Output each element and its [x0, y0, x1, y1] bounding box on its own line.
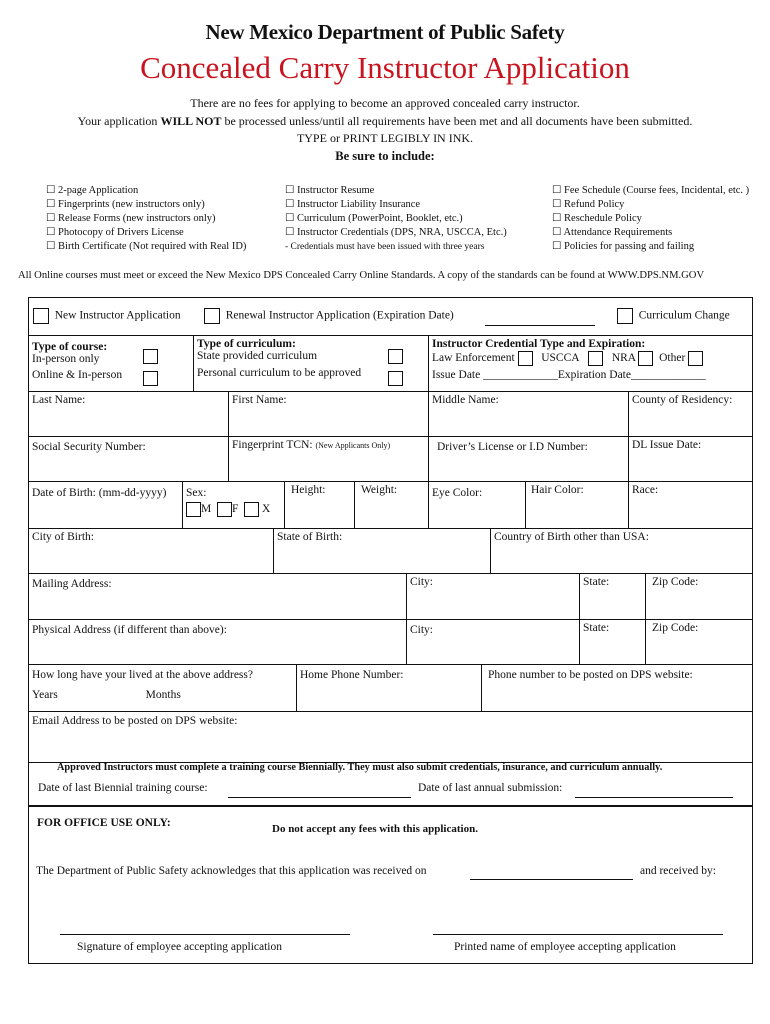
new-application-checkbox[interactable] — [33, 308, 49, 324]
nra-checkbox[interactable] — [638, 351, 653, 366]
middle-name-field[interactable]: Middle Name: — [428, 391, 629, 437]
county-field[interactable]: County of Residency: — [628, 391, 753, 437]
list-item: ☐ Reschedule Policy — [552, 213, 642, 224]
weight-field[interactable]: Weight: — [354, 481, 429, 529]
sex-m-checkbox[interactable] — [186, 502, 201, 517]
last-name-field[interactable]: Last Name: — [28, 391, 229, 437]
mailing-address-field[interactable]: Mailing Address: — [28, 573, 407, 620]
list-item: ☐ Fingerprints (new instructors only) — [46, 199, 205, 210]
city-of-birth-field[interactable]: City of Birth: — [28, 528, 274, 574]
curriculum-option-state: State provided curriculum — [197, 350, 318, 362]
sex-field: Sex: M F X — [182, 481, 285, 529]
last-annual-line[interactable] — [575, 797, 733, 798]
list-item: ☐ 2-page Application — [46, 185, 139, 196]
physical-state-field[interactable]: State: — [579, 619, 646, 665]
signature-label: Signature of employee accepting application — [77, 941, 283, 953]
standards-note: All Online courses must meet or exceed the New Mexico DPS Concealed Carry Online Standards. A copy of the standards can be found at WWW.DPS.NM.GOV — [18, 270, 705, 281]
ssn-field[interactable]: Social Security Number: — [28, 436, 229, 482]
department-heading: New Mexico Department of Public Safety — [205, 20, 565, 44]
printed-name-line[interactable] — [433, 934, 723, 935]
race-field[interactable]: Race: — [628, 481, 753, 529]
other-checkbox[interactable] — [688, 351, 703, 366]
checklist-col-1 — [46, 184, 246, 254]
state-curriculum-checkbox[interactable] — [388, 349, 403, 364]
course-option-online: Online & In-person — [32, 369, 123, 381]
intro-line-1: There are no fees for applying to become an approved concealed carry instructor. — [190, 96, 580, 110]
no-fees-notice: Do not accept any fees with this application. — [272, 823, 478, 835]
checklist-col-3 — [552, 184, 749, 254]
renewal-application-checkbox[interactable] — [204, 308, 220, 324]
mailing-zip-field[interactable]: Zip Code: — [645, 573, 753, 620]
course-type-section — [28, 335, 194, 392]
course-type-heading: Type of course: — [32, 341, 108, 353]
first-name-field[interactable]: First Name: — [228, 391, 429, 437]
signature-line[interactable] — [60, 934, 350, 935]
course-option-in-person: In-person only — [32, 353, 100, 365]
list-item: ☐ Curriculum (PowerPoint, Booklet, etc.) — [285, 213, 463, 224]
printed-name-label: Printed name of employee accepting application — [454, 941, 676, 953]
list-item: ☐ Attendance Requirements — [552, 227, 673, 238]
sex-f-checkbox[interactable] — [217, 502, 232, 517]
new-application-option[interactable]: New Instructor Application — [33, 308, 181, 324]
include-heading: Be sure to include: — [335, 149, 435, 163]
office-use-heading: FOR OFFICE USE ONLY: — [37, 817, 171, 829]
uscca-checkbox[interactable] — [588, 351, 603, 366]
page-title: Concealed Carry Instructor Application — [140, 50, 630, 85]
intro-line-3: TYPE or PRINT LEGIBLY IN INK. — [296, 131, 474, 145]
training-notice: Approved Instructors must complete a training course Biennially. They must also submit credentials, insurance, and curriculum annually. — [57, 762, 663, 773]
list-item: ☐ Fee Schedule (Course fees, Incidental, etc. ) — [552, 185, 750, 196]
email-field[interactable]: Email Address to be posted on DPS website: — [28, 711, 753, 763]
last-biennial-line[interactable] — [228, 797, 411, 798]
mailing-city-field[interactable]: City: — [406, 573, 580, 620]
last-annual-label: Date of last annual submission: — [418, 782, 563, 794]
renewal-application-option[interactable]: Renewal Instructor Application (Expiration Date) — [204, 308, 454, 324]
home-phone-field[interactable]: Home Phone Number: — [296, 664, 482, 712]
tcn-field[interactable]: Fingerprint TCN: (New Applicants Only) — [228, 436, 429, 482]
height-field[interactable]: Height: — [284, 481, 355, 529]
curriculum-change-option[interactable]: Curriculum Change — [617, 308, 730, 324]
list-item: ☐ Policies for passing and failing — [552, 241, 695, 252]
state-of-birth-field[interactable]: State of Birth: — [273, 528, 491, 574]
list-item: ☐ Instructor Credentials (DPS, NRA, USCCA, Etc.) — [285, 227, 507, 238]
credential-heading: Instructor Credential Type and Expiration: — [432, 338, 646, 350]
last-biennial-label: Date of last Biennial training course: — [38, 782, 208, 794]
sex-x-checkbox[interactable] — [244, 502, 259, 517]
renewal-expiration-line[interactable] — [485, 325, 595, 326]
list-item: ☐ Birth Certificate (Not required with Real ID) — [46, 241, 247, 252]
credential-dates: Issue Date _____________Expiration Date_____________ — [432, 369, 706, 381]
law-enforcement-checkbox[interactable] — [518, 351, 533, 366]
country-of-birth-field[interactable]: Country of Birth other than USA: — [490, 528, 753, 574]
mailing-state-field[interactable]: State: — [579, 573, 646, 620]
credential-options: Law Enforcement USCCA NRA Other — [432, 351, 749, 366]
list-item: ☐ Instructor Resume — [285, 185, 375, 196]
list-item: - Credentials must have been issued with three years — [285, 242, 485, 252]
personal-curriculum-checkbox[interactable] — [388, 371, 403, 386]
online-checkbox[interactable] — [143, 371, 158, 386]
hair-color-field[interactable]: Hair Color: — [525, 481, 629, 529]
received-by-label: and received by: — [640, 865, 716, 877]
curriculum-option-personal: Personal curriculum to be approved — [197, 367, 362, 379]
physical-zip-field[interactable]: Zip Code: — [645, 619, 753, 665]
received-date-line[interactable] — [470, 879, 633, 880]
physical-address-field[interactable]: Physical Address (if different than above): — [28, 619, 407, 665]
in-person-checkbox[interactable] — [143, 349, 158, 364]
list-item: ☐ Release Forms (new instructors only) — [46, 213, 216, 224]
list-item: ☐ Instructor Liability Insurance — [285, 199, 421, 210]
dl-issue-field[interactable]: DL Issue Date: — [628, 436, 753, 482]
curriculum-type-heading: Type of curriculum: — [197, 338, 296, 350]
list-item: ☐ Refund Policy — [552, 199, 625, 210]
intro-line-2: Your application WILL NOT be processed unless/until all requirements have been met and all documents have been submitted. — [77, 114, 693, 128]
checklist-col-2 — [285, 184, 507, 254]
acknowledgement-text: The Department of Public Safety acknowledges that this application was received on — [36, 865, 427, 877]
dps-phone-field[interactable]: Phone number to be posted on DPS website: — [481, 664, 753, 712]
dob-field[interactable]: Date of Birth: (mm-dd-yyyy) — [28, 481, 183, 529]
curriculum-change-checkbox[interactable] — [617, 308, 633, 324]
eye-color-field[interactable]: Eye Color: — [428, 481, 526, 529]
physical-city-field[interactable]: City: — [406, 619, 580, 665]
dl-number-field[interactable]: Driver’s License or I.D Number: — [428, 436, 629, 482]
credential-section — [428, 335, 753, 392]
list-item: ☐ Photocopy of Drivers License — [46, 227, 184, 238]
residence-duration-field[interactable]: How long have your lived at the above address? Years Months — [28, 664, 297, 712]
